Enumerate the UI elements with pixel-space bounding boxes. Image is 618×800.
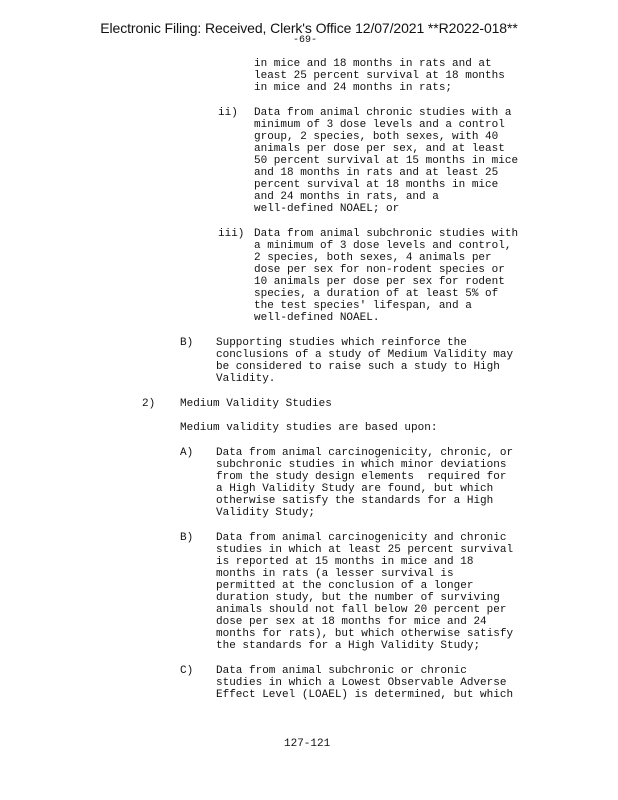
text-line: least 25 percent survival at 18 months (254, 70, 505, 82)
item-iii-paragraph (254, 228, 518, 324)
text-line: in mice and 24 months in rats; (254, 82, 453, 94)
item-a-paragraph (216, 447, 513, 519)
text-line: a High Validity Study are found, but which (216, 483, 494, 495)
text-line: animals should not fall below 20 percent per (216, 604, 507, 616)
text-line: Data from animal carcinogenicity, chronic, or (216, 447, 514, 459)
text-line: studies in which at least 25 percent survival (216, 544, 514, 556)
text-line: group, 2 species, both sexes, with 40 (254, 131, 499, 143)
text-line: Effect Level (LOAEL) is determined, but which (216, 689, 514, 701)
text-line: subchronic studies in which minor deviations (216, 459, 507, 471)
text-line: months for rats), but which otherwise satisfy (216, 628, 514, 640)
text-line: Supporting studies which reinforce the (216, 337, 467, 349)
text-line: studies in which a Lowest Observable Adverse (216, 677, 507, 689)
filing-header: Electronic Filing: Received, Clerk's Office 12/07/2021 **R2022-018** (100, 20, 518, 36)
text-line: otherwise satisfy the standards for a High (216, 495, 494, 507)
text-line: from the study design elements required for (216, 471, 507, 483)
text-line: in mice and 18 months in rats and at (254, 58, 492, 70)
text-line: Validity. (216, 373, 276, 385)
item-marker-b2: B) (180, 532, 194, 544)
item-b-paragraph (216, 337, 513, 385)
text-line: and 24 months in rats, and a (254, 191, 439, 203)
text-line: permitted at the conclusion of a longer (216, 580, 474, 592)
text-line: 50 percent survival at 15 months in mice (254, 155, 519, 167)
text-line: dose per sex for non-rodent species or (254, 264, 505, 276)
text-line: a minimum of 3 dose levels and control, (254, 240, 512, 252)
text-line: 2 species, both sexes, 4 animals per (254, 252, 492, 264)
text-line: well-defined NOAEL; or (254, 203, 400, 215)
item-ii-paragraph (254, 107, 518, 215)
text-line: 10 animals per dose per sex for rodent (254, 276, 505, 288)
section-marker-2: 2) (142, 398, 156, 410)
item-marker-iii: iii) (218, 228, 245, 240)
item-c-paragraph (216, 665, 513, 701)
text-line: Data from animal subchronic or chronic (216, 665, 467, 677)
text-line: Data from animal subchronic studies with (254, 228, 519, 240)
text-line: Validity Study; (216, 507, 316, 519)
text-line: Data from animal carcinogenicity and chronic (216, 532, 507, 544)
text-line: conclusions of a study of Medium Validity may (216, 349, 514, 361)
text-line: percent survival at 18 months in mice (254, 179, 499, 191)
text-line: the test species' lifespan, and a (254, 300, 472, 312)
section-heading: Medium Validity Studies (180, 398, 332, 410)
text-line: species, a duration of at least 5% of (254, 288, 499, 300)
item-marker-ii: ii) (218, 107, 238, 119)
item-marker-a: A) (180, 447, 194, 459)
item-marker-c: C) (180, 665, 194, 677)
item-b2-paragraph (216, 532, 513, 652)
text-line: the standards for a High Validity Study; (216, 640, 481, 652)
text-line: well-defined NOAEL. (254, 312, 380, 324)
page-number: -69- (293, 35, 318, 46)
page-code: 127-121 (284, 738, 331, 750)
text-line: is reported at 15 months in mice and 18 (216, 556, 474, 568)
text-line: Data from animal chronic studies with a (254, 107, 512, 119)
text-line: and 18 months in rats and at least 25 (254, 167, 499, 179)
text-line: be considered to raise such a study to High (216, 361, 500, 373)
text-line: duration study, but the number of surviving (216, 592, 500, 604)
intro-line: Medium validity studies are based upon: (180, 422, 438, 434)
text-line: dose per sex at 18 months for mice and 24 (216, 616, 487, 628)
text-line: months in rats (a lesser survival is (216, 568, 454, 580)
text-line: minimum of 3 dose levels and a control (254, 119, 505, 131)
text-line: animals per dose per sex, and at least (254, 143, 505, 155)
continuation-paragraph (254, 58, 505, 94)
item-marker-b: B) (180, 337, 194, 349)
